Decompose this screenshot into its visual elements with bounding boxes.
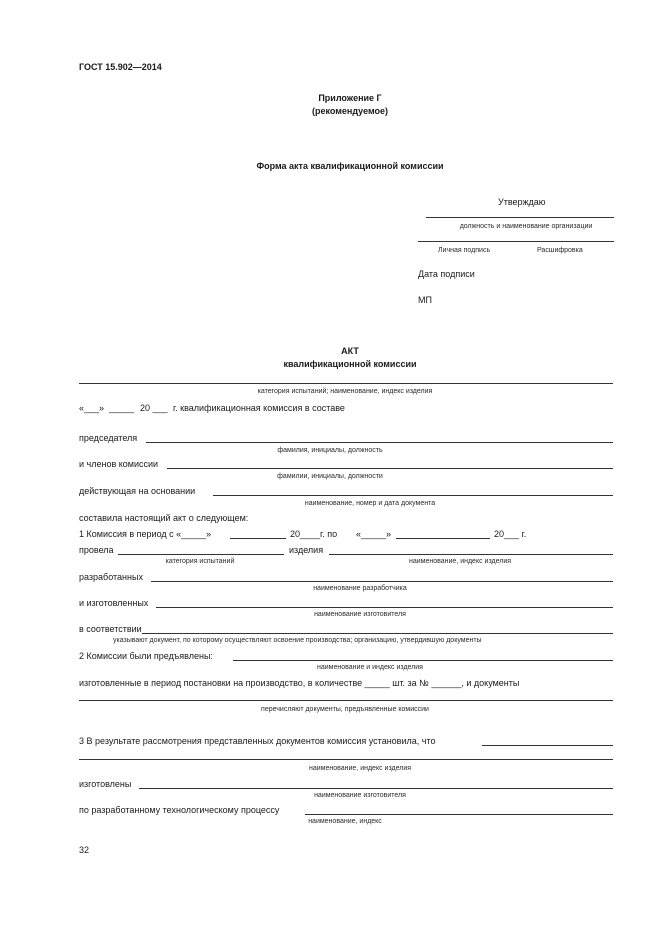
date-day: «___» xyxy=(79,403,105,413)
date-month: _____ xyxy=(109,403,135,413)
made2-label: изготовлены xyxy=(79,779,132,789)
position-line xyxy=(426,217,614,218)
item2-caption: наименование и индекс изделия xyxy=(317,664,423,671)
chairman-caption: фамилия, инициалы, должность xyxy=(277,447,383,454)
date-year: 20 ___ xyxy=(140,403,168,413)
form-title: Форма акта квалификационной комиссии xyxy=(256,161,444,171)
basis-label: действующая на основании xyxy=(79,486,196,496)
members-line xyxy=(167,468,613,469)
process-label: по разработанному технологическому процессу xyxy=(79,805,280,815)
name-index-caption: наименование, индекс изделия xyxy=(408,558,512,565)
item2-line xyxy=(233,660,613,661)
accordance-label: в соответствии xyxy=(79,624,142,634)
made-line-text: изготовленные в период постановки на производство, в количестве _____ шт. за № ______, и документы xyxy=(79,678,520,688)
developed-line xyxy=(151,581,613,582)
item3-caption: наименование, индекс изделия xyxy=(308,765,412,772)
item1-year: 20____г. по xyxy=(290,529,338,539)
signature-line xyxy=(418,241,614,242)
position-caption: должность и наименование организации xyxy=(459,223,593,230)
signature-caption: Личная подпись xyxy=(438,247,491,254)
item1-end-month-line xyxy=(396,538,490,539)
accordance-caption: указывают документ, по которому осуществляют освоение производства; организацию, утвердившую документы xyxy=(113,637,482,644)
appendix-status: (рекомендуемое) xyxy=(312,106,388,116)
made2-caption: наименование изготовителя xyxy=(314,792,406,799)
developer-caption: наименование разработчика xyxy=(313,585,407,592)
date-label: Дата подписи xyxy=(418,269,475,279)
chairman-line xyxy=(146,442,613,443)
appendix-title: Приложение Г xyxy=(318,93,382,103)
conducted-category-line xyxy=(118,554,284,555)
item3-label: 3 В результате рассмотрения представленных документов комиссия установила, что xyxy=(79,736,436,746)
test-category-caption: категория испытаний xyxy=(165,558,235,565)
process-line xyxy=(305,814,613,815)
item2-label: 2 Комиссии были предъявлены: xyxy=(79,651,213,661)
docs-caption: перечисляют документы, предъявленные комиссии xyxy=(261,706,429,713)
manufacturer-caption: наименование изготовителя xyxy=(314,611,406,618)
conducted-label: провела xyxy=(79,545,114,555)
process-caption: наименование, индекс xyxy=(308,818,382,825)
members-caption: фамилии, инициалы, должности xyxy=(277,473,383,480)
standard-number: ГОСТ 15.902—2014 xyxy=(79,62,162,72)
item3-short-line xyxy=(482,745,613,746)
docs-line xyxy=(79,700,613,701)
seal-label: МП xyxy=(418,295,432,305)
members-label: и членов комиссии xyxy=(79,459,159,469)
item1-end-year: 20___ г. xyxy=(494,529,527,539)
category-line xyxy=(79,383,613,384)
item1-start: 1 Комиссия в период с «_____» xyxy=(79,529,212,539)
decode-caption: Расшифровка xyxy=(537,247,583,254)
date-rest: г. квалификационная комиссия в составе xyxy=(173,403,345,413)
conducted-name-line xyxy=(329,554,613,555)
item1-month-line xyxy=(230,538,286,539)
approve-label: Утверждаю xyxy=(498,197,546,207)
developed-label: разработанных xyxy=(79,572,143,582)
item3-line xyxy=(79,759,613,760)
made2-line xyxy=(139,788,613,789)
conducted-mid: изделия xyxy=(289,545,324,555)
act-subtitle: квалификационной комиссии xyxy=(283,359,417,369)
page-number: 32 xyxy=(79,845,90,855)
item1-end-day: «_____» xyxy=(356,529,392,539)
act-title: АКТ xyxy=(341,346,359,356)
chairman-label: председателя xyxy=(79,433,138,443)
basis-caption: наименование, номер и дата документа xyxy=(304,500,436,507)
manufactured-label: и изготовленных xyxy=(79,598,149,608)
manufactured-line xyxy=(156,607,613,608)
basis-line xyxy=(213,495,613,496)
category-caption: категория испытаний; наименование, индекс изделия xyxy=(257,388,433,395)
compiled-text: составила настоящий акт о следующем: xyxy=(79,513,249,523)
accordance-line xyxy=(142,633,613,634)
